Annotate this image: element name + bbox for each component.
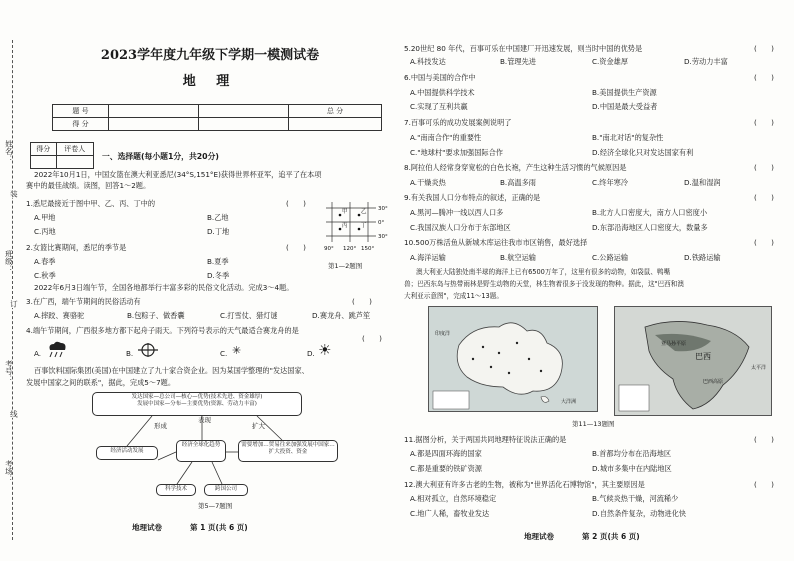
sun-icon: ☀ [318,341,332,359]
intro-11c: 大利亚示意图"，完成11～13题。 [404,292,503,300]
q10-option-a[interactable]: A.海洋运输 [410,253,446,262]
q8-option-b[interactable]: B.高温多雨 [500,178,536,187]
intro-1: 2022年10月1日，中国女篮在澳大利亚悉尼(34°S,151°E)获得世界杯亚军，追平了在本项 [34,170,322,179]
q8-option-d[interactable]: D.温和湿润 [684,178,721,187]
q7-option-c[interactable]: C."地球村"要求加强国际合作 [410,148,503,157]
q8-option-a[interactable]: A.干燥炎热 [410,178,446,187]
binding-mark-1: 订 [9,300,19,308]
score-row2-label: 得 分 [53,118,109,131]
q3-option-b[interactable]: B.包粽子、做香囊 [127,311,185,320]
answer-blank-5[interactable]: ( ) [754,44,774,53]
question-5: 5.20世纪 80 年代，百事可乐在中国建厂开迅速发展，则当时中国的优势是 [404,44,643,53]
question-2: 2.女篮比赛期间，悉尼的季节是 [26,243,127,252]
grader-score-label: 得分 [31,143,57,156]
diagram-right-box: 需要增加…贸易往来加强发展中国家…扩大投资、资金 [238,440,338,462]
grid-point-ding: 丁 [361,223,367,229]
binding-mark-2: 线 [9,410,19,418]
page1-footer-subject: 地理试卷 [132,523,162,532]
intro-1b: 赛中的最佳战绩。读图，回答1～2题。 [26,181,151,190]
q1-option-b[interactable]: B.乙地 [207,213,229,222]
intro-5b: 发展中国家之间的联系"，据此，完成5～7题。 [26,378,176,387]
q9-option-b[interactable]: B.北方人口密度大，南方人口密度小 [592,208,708,217]
question-1: 1.悉尼最接近于图中甲、乙、丙、丁中的 [26,199,156,208]
lon-label-90: 90° [324,246,334,252]
q6-option-b[interactable]: B.美国提供生产资源 [592,88,657,97]
score-cell[interactable] [109,118,199,131]
exam-title: 2023学年度九年级下学期一模测试卷 [100,48,320,63]
score-total-label: 总 分 [289,105,382,118]
binding-mark-0: 装 [9,190,19,198]
answer-blank-7[interactable]: ( ) [754,118,774,127]
q3-option-a[interactable]: A.摔跤、赛骆驼 [34,311,85,320]
map-label-indian-ocean: 印度洋 [435,331,451,337]
q5-option-a[interactable]: A.科技发达 [410,57,446,66]
grid-figure-caption: 第1—2题图 [328,262,363,270]
room-label: 考场： [4,460,14,483]
q4-option-a[interactable]: A. [34,349,42,358]
q4-option-d[interactable]: D. [307,349,315,358]
brazil-map [614,306,772,416]
q1-option-a[interactable]: A.甲地 [34,213,56,222]
diagram-center-box: 经济全球化趋势 [176,440,226,462]
binding-margin [0,40,22,540]
answer-blank-2[interactable]: ( ) [286,243,306,252]
map-label-brazil: 巴西 [695,352,711,361]
answer-blank-3[interactable]: ( ) [352,297,372,306]
q3-option-d[interactable]: D.赛龙舟、跳芦笙 [312,311,371,320]
intro-5: 百事饮料国际集团(美国)在中国建立了九十家合资企业。因为某国学整理的"发达国家、 [34,366,309,375]
cut-line [12,40,13,540]
grid-point-jia: 甲 [342,209,348,215]
answer-blank-12[interactable]: ( ) [754,480,774,489]
q4-option-b[interactable]: B. [126,349,134,358]
diagram-top-line2: 发展中国家—分布—主要优势(资源、劳动力丰富) [137,400,257,407]
score-cell[interactable] [199,118,289,131]
name-label: 姓名： [4,140,14,163]
q7-option-a[interactable]: A."南南合作"的重要性 [410,133,482,142]
grid-point-bing: 丙 [342,223,348,229]
q12-option-a[interactable]: A.相对孤立，自然环境稳定 [410,494,497,503]
q2-option-a[interactable]: A.春季 [34,257,56,266]
q11-option-d[interactable]: D.城市多集中在内陆地区 [592,464,672,473]
q10-option-c[interactable]: C.公路运输 [592,253,629,262]
page1-page-number: 第 1 页(共 6 页) [190,523,248,532]
answer-blank-10[interactable]: ( ) [754,238,774,247]
answer-blank-6[interactable]: ( ) [754,73,774,82]
map-label-highland: 巴西高原 [703,379,724,385]
page-2 [402,0,794,561]
grader-score-cell[interactable] [31,156,57,169]
q7-option-d[interactable]: D.经济全球化只对发达国家有利 [592,148,694,157]
q2-option-d[interactable]: D.冬季 [207,271,230,280]
subject-title: 地 理 [182,74,238,89]
q4-option-c[interactable]: C. [220,349,228,358]
q1-option-d[interactable]: D.丁地 [207,227,230,236]
page2-page-number: 第 2 页(共 6 页) [582,532,640,541]
lat-label-s30: 30° [378,234,388,240]
q6-option-d[interactable]: D.中国是最大受益者 [592,102,658,111]
q3-option-c[interactable]: C.打雪仗、猎灯谜 [220,311,278,320]
q9-option-a[interactable]: A.黑河—腾冲一线以西人口多 [410,208,504,217]
q12-option-b[interactable]: B.气候炎热干燥，河流稀少 [592,494,679,503]
answer-blank-11[interactable]: ( ) [754,435,774,444]
q9-option-c[interactable]: C.我国汉族人口分布于东部地区 [410,223,511,232]
q11-option-b[interactable]: B.首都均分布在沿海地区 [592,449,672,458]
grader-label: 评卷人 [56,143,93,156]
q6-option-c[interactable]: C.实现了互利共赢 [410,102,468,111]
question-3: 3.在广西，端午节期间的民俗活动有 [26,297,141,306]
exam-no-label: 考号： [4,360,14,383]
intro-11b: 兽；巴西东岛与热带雨林是野生动物的天堂，林生物着很多于没发现的物种。据此，这"巴西和澳 [404,280,684,288]
q9-option-d[interactable]: D.东部沿海地区人口密度大，数量多 [592,223,708,232]
grader-sign-cell[interactable] [56,156,93,169]
grid-point-yi: 乙 [361,209,367,215]
q8-option-c[interactable]: C.终年寒冷 [592,178,629,187]
diagram-top-line1: 发达国家—总公司—核心—优势(技术先进、资金雄厚) [131,394,263,400]
australia-map [428,306,598,412]
q5-option-c[interactable]: C.资金雄厚 [592,57,629,66]
q5-option-b[interactable]: B.管理先进 [500,57,536,66]
score-row1-label: 题 号 [53,105,109,118]
page2-footer-subject: 地理试卷 [524,532,554,541]
lon-label-120: 120° [343,246,357,252]
diagram-label-form: 形成 [154,422,167,430]
page-1 [22,0,398,561]
diagram-label-expand: 扩大 [252,422,265,430]
intro-3: 2022年6月3日端午节，全国各地都举行丰富多彩的民俗文化活动。完成3～4题。 [34,283,294,292]
map-label-amazon: 亚马孙平原 [661,341,687,347]
diagram-label-show: 表现 [198,416,211,424]
rain-cloud-icon [46,340,68,360]
diagram-left-box: 经济活动发展 [96,446,158,460]
snow-icon: ✳ [232,344,242,357]
lat-label-0: 0° [378,220,385,226]
q7-option-b[interactable]: B."南北对话"的复杂性 [592,133,664,142]
question-8: 8.阿拉伯人经常身穿宽松的白色长袍，产生这种生活习惯的气候原因是 [404,163,627,172]
diagram-caption: 第5—7题图 [198,502,233,510]
section-heading: 一、选择题(每小题1分，共20分) [102,152,219,161]
map-label-oceania: 大洋洲 [561,399,577,405]
answer-blank-9[interactable]: ( ) [754,193,774,202]
grader-table [30,142,94,169]
question-11: 11.据图分析，关于两国共同地理特征说法正确的是 [404,435,567,444]
q12-option-d[interactable]: D.自然条件复杂，动物进化快 [592,509,687,518]
question-6: 6.中国与美国的合作中 [404,73,476,82]
diagram-multinational-box: 跨国公司 [204,484,248,496]
total-score-cell[interactable] [289,118,382,131]
q11-option-a[interactable]: A.都是四面环海的国家 [410,449,482,458]
score-table [52,104,382,131]
q11-option-c[interactable]: C.都是重要的铁矿资源 [410,464,482,473]
answer-blank-8[interactable]: ( ) [754,163,774,172]
question-12: 12.澳大利亚有许多古老的生物，被称为"世界活化石博物馆"，其主要原因是 [404,480,645,489]
lat-label-n30: 30° [378,206,388,212]
map-caption: 第11—13题图 [572,420,615,428]
answer-blank-4[interactable]: ( ) [362,334,382,343]
q10-option-d[interactable]: D.铁路运输 [684,253,721,262]
question-4: 4.端午节期间，广西很多地方都下起舟子雨天。下列符号表示的天气最适合赛龙舟的是 [26,326,299,335]
answer-blank-1[interactable]: ( ) [286,199,306,208]
q2-option-c[interactable]: C.秋季 [34,271,56,280]
question-10: 10.500万株活鱼从新城木库运往我市市区销售，最好选择 [404,238,588,247]
question-9: 9.有关我国人口分布特点的叙述，正确的是 [404,193,541,202]
intro-11: 澳大利亚大陆独处南半球的海洋上已有6500万年了，这里有很多的动物，如袋鼠、鸭嘴 [416,268,671,276]
diagram-arrows [82,410,352,490]
lon-label-150: 150° [361,246,375,252]
question-7: 7.百事可乐的成功发展案例说明了 [404,118,512,127]
lat-lon-grid-figure [318,198,396,262]
q6-option-a[interactable]: A.中国提供科学技术 [410,88,475,97]
q10-option-b[interactable]: B.航空运输 [500,253,536,262]
q5-option-d[interactable]: D.劳动力丰富 [684,57,728,66]
q12-option-c[interactable]: C.地广人稀，畜牧业发达 [410,509,490,518]
map-label-pacific: 太平洋 [751,365,767,371]
diagram-tech-box: 科学技术 [156,484,196,496]
wind-icon [138,341,160,359]
q2-option-b[interactable]: B.夏季 [207,257,229,266]
class-label: 班级： [4,250,14,273]
q1-option-c[interactable]: C.丙地 [34,227,56,236]
